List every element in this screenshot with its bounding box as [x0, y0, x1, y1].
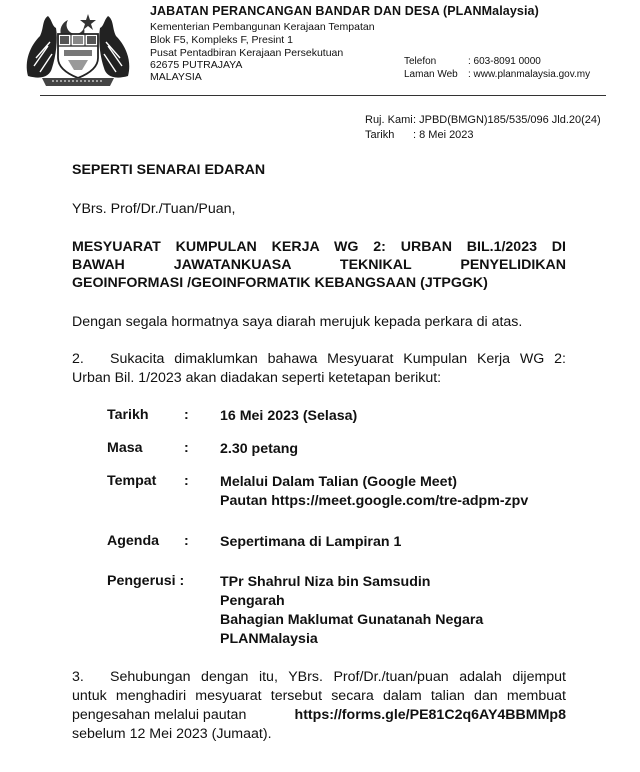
confirmation-form-link[interactable]: https://forms.gle/PE81C2q6AY4BBMMp8	[294, 707, 566, 723]
pengerusi-division: Bahagian Maklumat Gunatanah Negara	[220, 612, 484, 628]
reference-value: : JPBD(BMGN)185/535/096 Jld.20(24)	[413, 114, 601, 126]
malaysia-coat-of-arms-icon	[22, 6, 134, 88]
para3-line-3-prefix: pengesahan melalui pautan	[72, 707, 247, 723]
addressee: SEPERTI SENARAI EDARAN	[72, 162, 266, 178]
address-line-block: Blok F5, Kompleks F, Presint 1	[150, 34, 293, 46]
para2-number: 2.	[72, 351, 84, 367]
address-line-country: MALAYSIA	[150, 71, 202, 83]
pengerusi-title: Pengarah	[220, 593, 285, 609]
pengerusi-organization: PLANMalaysia	[220, 631, 318, 647]
agenda-label: Agenda	[107, 533, 160, 549]
subject-line-1: MESYUARAT KUMPULAN KERJA WG 2: URBAN BIL.1/2023 DI	[72, 239, 566, 255]
para3-number: 3.	[72, 669, 84, 685]
address-line-ministry: Kementerian Pembangunan Kerajaan Tempatan	[150, 21, 375, 33]
para3-line-3	[72, 706, 566, 725]
pengerusi-name: TPr Shahrul Niza bin Samsudin	[220, 574, 431, 590]
letterhead-divider	[40, 95, 606, 96]
tempat-colon: :	[184, 473, 189, 489]
para3-line-4: sebelum 12 Mei 2023 (Jumaat).	[72, 726, 272, 742]
date-value: : 8 Mei 2023	[413, 129, 474, 141]
agenda-value: Sepertimana di Lampiran 1	[220, 534, 402, 550]
masa-label: Masa	[107, 440, 143, 456]
tarikh-value: 16 Mei 2023 (Selasa)	[220, 408, 358, 424]
tempat-label: Tempat	[107, 473, 157, 489]
intro-paragraph: Dengan segala hormatnya saya diarah merujuk kepada perkara di atas.	[72, 314, 523, 330]
address-line-postcode: 62675 PUTRAJAYA	[150, 59, 243, 71]
para2-line-2: Urban Bil. 1/2023 akan diadakan seperti ketetapan berikut:	[72, 370, 442, 386]
date-label: Tarikh	[365, 129, 395, 141]
reference-label: Ruj. Kami	[365, 114, 413, 126]
subject-line-2: BAWAH JAWATANKUASA TEKNIKAL PENYELIDIKAN	[72, 257, 566, 273]
website-label: Laman Web	[404, 69, 458, 80]
subject-line-3: GEOINFORMASI /GEOINFORMATIK KEBANGSAAN (JTPGGK)	[72, 275, 488, 291]
para2-line-1: Sukacita dimaklumkan bahawa Mesyuarat Kumpulan Kerja WG 2:	[110, 351, 566, 367]
agenda-colon: :	[184, 533, 189, 549]
para3-line-1: Sehubungan dengan itu, YBrs. Prof/Dr./tuan/puan adalah dijemput	[110, 669, 566, 685]
tempat-value-venue: Melalui Dalam Talian (Google Meet)	[220, 474, 458, 490]
pengerusi-label: Pengerusi :	[107, 573, 185, 589]
para3-line-2: untuk menghadiri mesyuarat tersebut secara dalam talian dan membuat	[72, 688, 566, 704]
salutation: YBrs. Prof/Dr./Tuan/Puan,	[72, 201, 236, 217]
masa-colon: :	[184, 440, 189, 456]
website-value: : www.planmalaysia.gov.my	[468, 69, 591, 80]
organization-name: JABATAN PERANCANGAN BANDAR DAN DESA (PLANMalaysia)	[150, 4, 539, 18]
tempat-value-meet-link[interactable]: Pautan https://meet.google.com/tre-adpm-zpv	[220, 493, 529, 509]
tarikh-label: Tarikh	[107, 407, 149, 423]
phone-value: : 603-8091 0000	[468, 56, 541, 67]
tarikh-colon: :	[184, 407, 189, 423]
address-line-center: Pusat Pentadbiran Kerajaan Persekutuan	[150, 47, 344, 59]
phone-label: Telefon	[404, 56, 437, 67]
masa-value: 2.30 petang	[220, 441, 299, 457]
